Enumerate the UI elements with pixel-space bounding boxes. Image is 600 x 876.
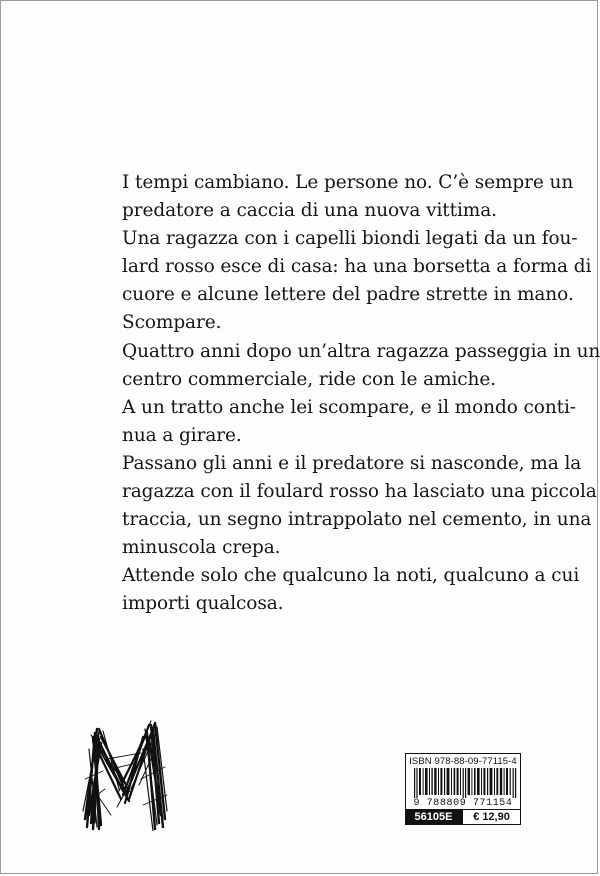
scribbled-m-logo-icon <box>81 719 169 831</box>
price-label: € 12,90 <box>462 809 521 825</box>
blurb-line: A un tratto anche lei scompare, e il mondo conti- <box>122 396 576 418</box>
blurb-line: Passano gli anni e il predatore si nasconde, ma la <box>122 452 582 474</box>
blurb-line: predatore a caccia di una nuova vittima. <box>122 200 497 222</box>
back-cover-blurb <box>122 169 600 619</box>
blurb-line: Una ragazza con i capelli biondi legati da un fou- <box>122 228 578 250</box>
blurb-line: centro commerciale, ride con le amiche. <box>122 368 496 390</box>
blurb-line: ragazza con il foulard rosso ha lasciato una piccola <box>122 481 597 503</box>
price-row <box>405 809 521 825</box>
blurb-line: Quattro anni dopo un’altra ragazza passeggia in un <box>122 340 600 362</box>
barcode-digits: 9 788809 771154 <box>413 798 513 809</box>
barcode-label <box>405 753 521 825</box>
blurb-line: Scompare. <box>122 312 222 334</box>
blurb-line: minuscola crepa. <box>122 537 281 559</box>
blurb-line: traccia, un segno intrappolato nel cemento, in una <box>122 509 592 531</box>
isbn-text: ISBN 978-88-09-77115-4 <box>409 756 517 767</box>
blurb-line: I tempi cambiano. Le persone no. C’è sempre un <box>122 172 574 193</box>
blurb-line: lard rosso esce di casa: ha una borsetta a forma di <box>122 256 592 278</box>
blurb-line: importi qualcosa. <box>122 593 284 615</box>
blurb-line: Attende solo che qualcuno la noti, qualcuno a cui <box>122 565 580 587</box>
blurb-line: nua a girare. <box>122 424 242 446</box>
barcode-bars-icon <box>414 768 518 798</box>
blurb-line: cuore e alcune lettere del padre strette in mano. <box>122 284 574 306</box>
product-code: 56105E <box>405 809 462 825</box>
